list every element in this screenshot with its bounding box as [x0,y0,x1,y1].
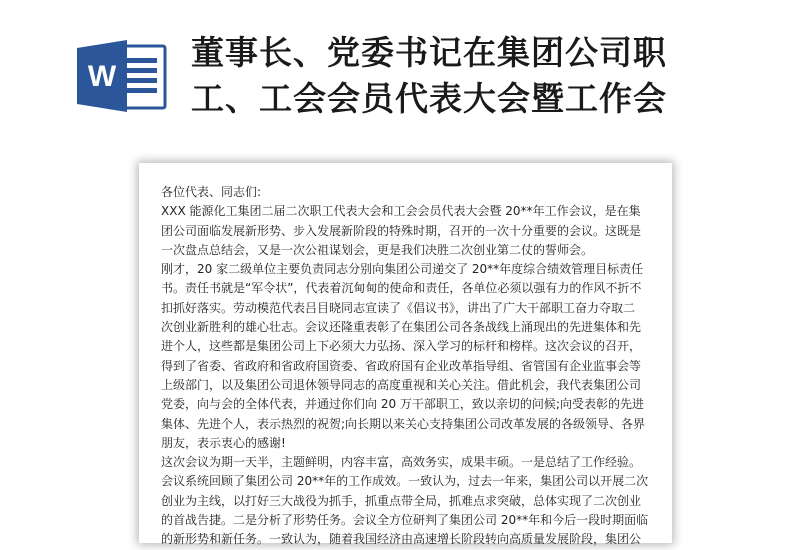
doc-line: 创业为主线，以打好三大战役为抓手，抓重点带全局，抓难点求突破，总体实现了二次创业 [161,493,642,508]
doc-line: 进个人，这些都是集团公司上下必须大力弘扬、深入学习的标杆和榜样。这次会议的召开， [161,339,642,354]
title-line-2: 工、工会会员代表大会暨工作会 [191,79,667,118]
doc-line: 得到了省委、省政府和省政府国资委、省政府国有企业改革指导组、省管国有企业监事会等 [161,358,642,373]
doc-line: 上级部门，以及集团公司退休领导同志的高度重视和关心关注。借此机会，我代表集团公司 [161,377,642,392]
doc-line: 这次会议为期一天半，主题鲜明，内容丰富，高效务实，成果丰硕。一是总结了工作经验。 [161,455,642,470]
doc-line: 集体、先进个人，表示热烈的祝贺;向长期以来关心支持集团公司改革发展的各级领导、各界 [161,416,646,431]
page-title [191,30,781,122]
title-line-1: 董事长、党委书记在集团公司职 [191,33,667,72]
doc-line: 书。责任书就是“军令状”，代表着沉甸甸的使命和责任，各单位必须以强有力的作风不折不 [161,281,642,296]
doc-line: 团公司面临发展新形势、步入发展新阶段的特殊时期，召开的一次十分重要的会议。这既是 [161,223,642,238]
doc-line: 朋友，表示衷心的感谢! [161,435,286,450]
doc-line: 刚才，20 家二级单位主要负责同志分别向集团公司递交了 20**年度综合绩效管理目标责任 [161,262,644,277]
word-document-icon [75,38,167,114]
doc-line: 党委，向与会的全体代表，并通过你们向 20 万干部职工，致以亲切的问候;向受表彰的先进 [161,397,644,412]
header [0,0,800,150]
doc-line: 会议系统回顾了集团公司 20**年的工作成效。一致认为，过去一年来，集团公司以开展二次 [161,474,649,489]
doc-line: 一次盘点总结会，又是一次公祖谋划会，更是我们决胜二次创业第二仗的誓师会。 [161,242,594,257]
doc-line: 的新形势和新任务。一致认为，随着我国经济由高速增长阶段转向高质量发展阶段，集团公 [161,532,642,547]
doc-line: 的首战告捷。二是分析了形势任务。会议全方位研判了集团公司 20**年和今后一段时期面临 [161,513,649,528]
document-body [161,183,657,550]
doc-line: XXX 能源化工集团二届二次职工代表大会和工会会员代表大会暨 20**年工作会议，是在集 [161,204,641,219]
word-icon-letter: W [87,60,117,93]
doc-line: 次创业新胜利的雄心壮志。会议还隆重表彰了在集团公司各条战线上涌现出的先进集体和先 [161,320,642,335]
doc-line: 扣抓好落实。劳动模范代表吕目晓同志宣读了《倡议书》，讲出了广大干部职工奋力夺取二 [161,300,636,315]
doc-line: 各位代表、同志们: [161,185,262,199]
